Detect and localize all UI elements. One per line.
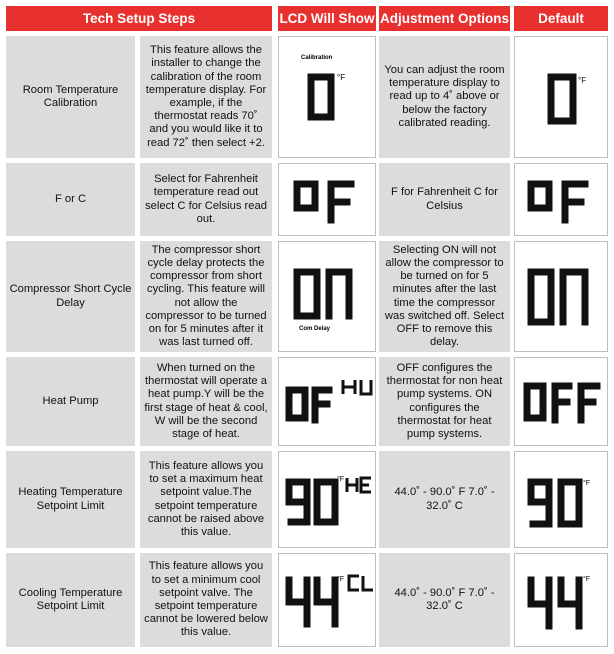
default-cooling-limit-unit: °F (583, 576, 591, 583)
lcd-cooling-limit (278, 553, 376, 647)
default-heating-limit-unit: °F (583, 480, 591, 487)
row-room-temp-name: Room Temperature Calibration (6, 36, 135, 158)
lcd-f-or-c-digits (279, 164, 377, 237)
default-f-or-c-digits (515, 164, 609, 237)
lcd-cooling-limit-unit: °F (337, 576, 345, 583)
lcd-compressor-label: Com Delay (299, 326, 331, 332)
row-f-or-c-adjust: F for Fahrenheit C for Celsius (379, 163, 510, 236)
row-room-temp-desc: This feature allows the installer to change the calibration of the room temperature display. For example, if the thermostat reads 70˚ and you would like it to read 72˚ then select +2. (140, 36, 272, 158)
lcd-heating-limit-unit: °F (337, 476, 345, 483)
default-cooling-limit (514, 553, 608, 647)
row-heating-limit-adjust: 44.0˚ - 90.0˚ F 7.0˚ - 32.0˚ C (379, 451, 510, 548)
header-lcd-will-show: LCD Will Show (278, 6, 376, 31)
row-heating-limit-name: Heating Temperature Setpoint Limit (6, 451, 135, 548)
header-tech-setup-steps: Tech Setup Steps (6, 6, 272, 31)
row-heat-pump-desc: When turned on the thermostat will operate a heat pump.Y will be the first stage of heat & cool, W will be the second stage of heat. (140, 357, 272, 446)
lcd-compressor-digits (279, 242, 377, 353)
lcd-compressor (278, 241, 376, 352)
lcd-heat-pump-digits (279, 358, 377, 447)
header-default: Default (514, 6, 608, 31)
row-f-or-c-desc: Select for Fahrenheit temperature read out select C for Celsius read out. (140, 163, 272, 236)
default-compressor (514, 241, 608, 352)
default-f-or-c (514, 163, 608, 236)
default-compressor-digits (515, 242, 609, 353)
lcd-room-temp-unit: °F (337, 73, 346, 82)
default-heating-limit (514, 451, 608, 548)
row-f-or-c-name: F or C (6, 163, 135, 236)
default-heat-pump (514, 357, 608, 446)
default-heating-limit-digits (515, 452, 609, 549)
row-compressor-name: Compressor Short Cycle Delay (6, 241, 135, 352)
lcd-heating-limit-digits (279, 452, 377, 549)
lcd-room-temp-label: Calibration (301, 55, 333, 61)
row-compressor-adjust: Selecting ON will not allow the compressor to be turned on for 5 minutes after the last time the compressor was switched off. Select OFF to remove this delay. (379, 241, 510, 352)
row-compressor-desc: The compressor short cycle delay protects the compressor from short cycling. This feature will not allow the compressor to be turned on for 5 minutes after it was last turned off. (140, 241, 272, 352)
header-adjustment-options: Adjustment Options (379, 6, 510, 31)
lcd-room-temp (278, 36, 376, 158)
lcd-heat-pump (278, 357, 376, 446)
default-heat-pump-digits (515, 358, 609, 447)
row-heating-limit-desc: This feature allows you to set a maximum heat setpoint value.The setpoint temperature cannot be raised above this value. (140, 451, 272, 548)
svg-text:°F: °F (578, 76, 587, 85)
default-room-temp-digits (515, 37, 609, 159)
lcd-heating-limit (278, 451, 376, 548)
default-room-temp (514, 36, 608, 158)
row-room-temp-adjust: You can adjust the room temperature display to read up to 4˚ above or below the factory calibrated reading. (379, 36, 510, 158)
row-heat-pump-name: Heat Pump (6, 357, 135, 446)
default-cooling-limit-digits (515, 554, 609, 648)
row-cooling-limit-desc: This feature allows you to set a minimum cool setpoint valve. The setpoint temperature cannot be lowered below this value. (140, 553, 272, 647)
row-cooling-limit-adjust: 44.0˚ - 90.0˚ F 7.0˚ - 32.0˚ C (379, 553, 510, 647)
lcd-cooling-limit-digits (279, 554, 377, 648)
row-heat-pump-adjust: OFF configures the thermostat for non heat pump systems. ON configures the thermostat for heat pump systems. (379, 357, 510, 446)
row-cooling-limit-name: Cooling Temperature Setpoint Limit (6, 553, 135, 647)
lcd-room-temp-digits (279, 37, 377, 159)
lcd-f-or-c (278, 163, 376, 236)
